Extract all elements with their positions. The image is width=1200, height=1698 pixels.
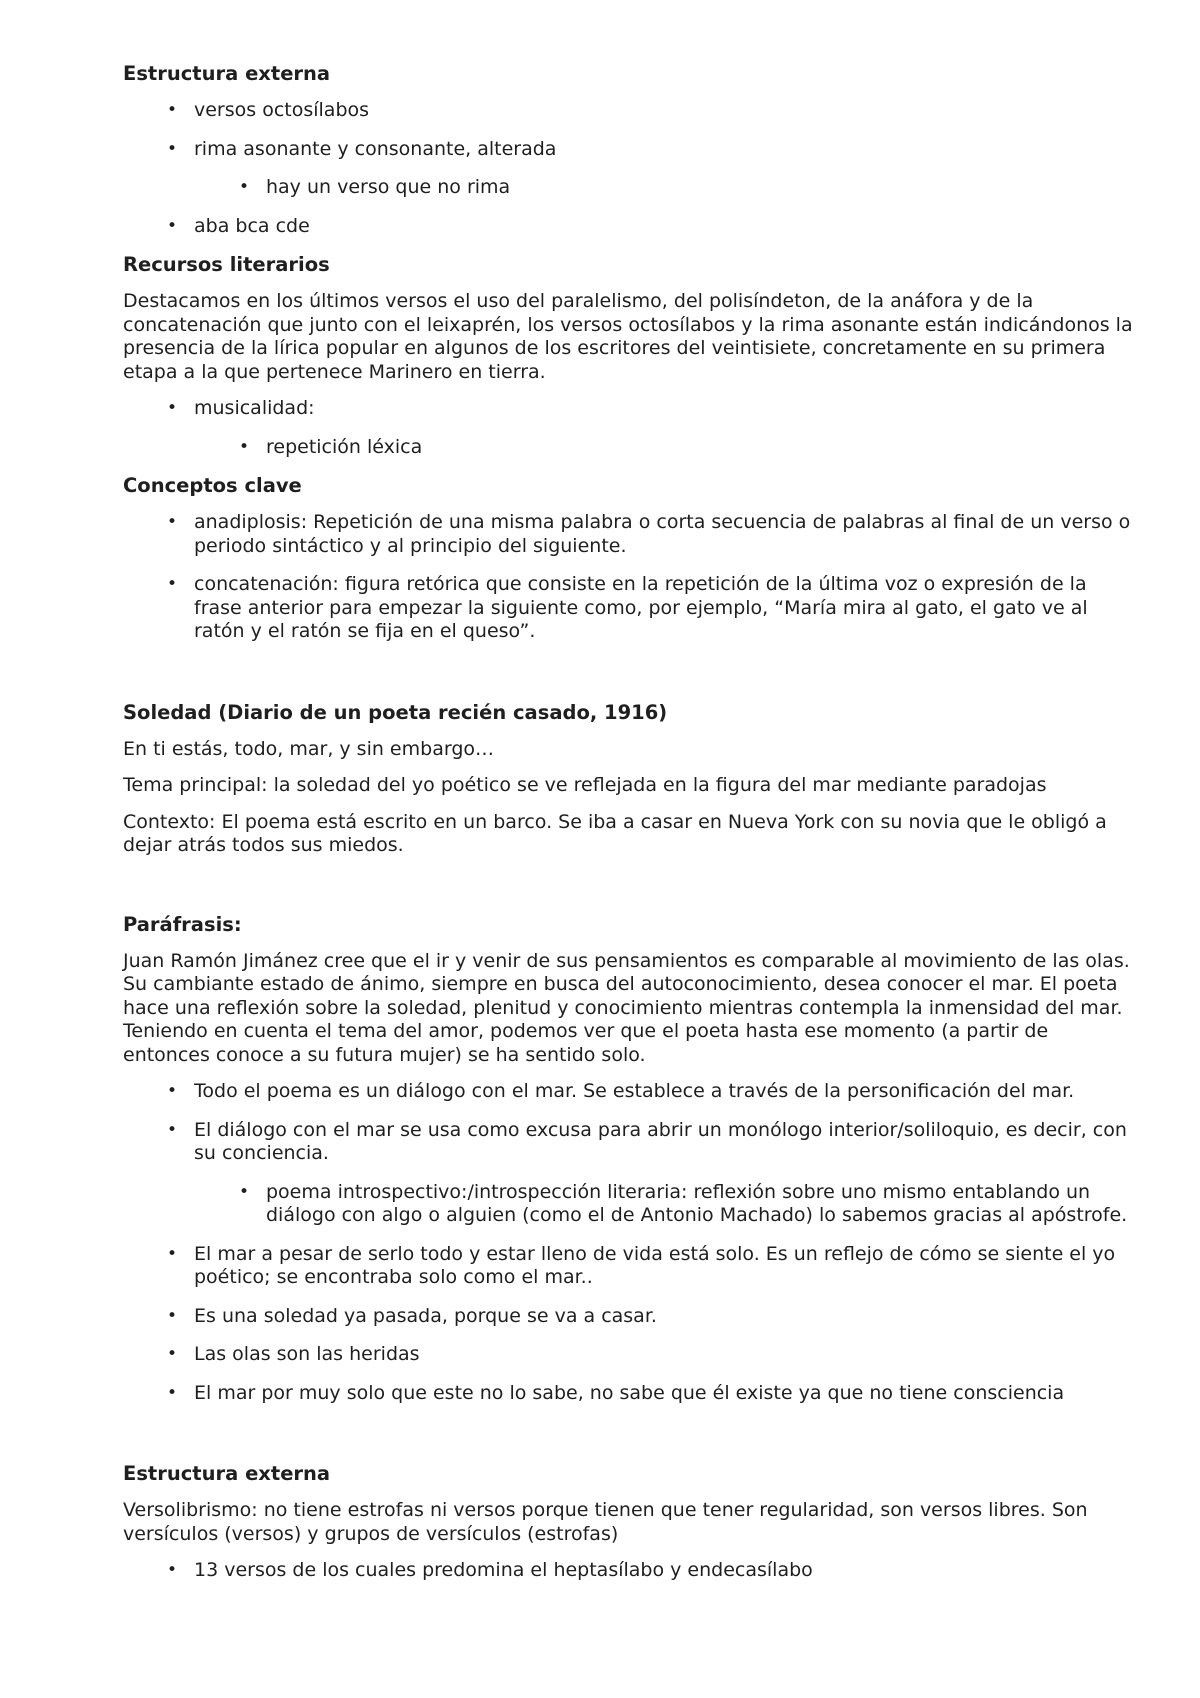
document-page: [123, 62, 1133, 1598]
paragraph-parafrasis: Juan Ramón Jimánez cree que el ir y venir de sus pensamientos es comparable al movimiento de las olas. Su cambiante estado de ánimo, siempre en busca del autoconocimiento, desea conocer el mar. El poeta hace una reflexión sobre la soledad, plenitud y conocimiento mientras contempla la inmensidad del mar. Teniendo en cuenta el tema del amor, podemos ver que el poeta hasta ese momento (a partir de entonces conoce a su futura mujer) se ha sentido solo.: [123, 949, 1130, 1066]
paragraph-first-verse: En ti estás, todo, mar, y sin embargo…: [123, 737, 495, 760]
list-item: • Las olas son las heridas: [123, 1343, 1133, 1367]
heading-estructura-externa-2: Estructura externa: [123, 1462, 331, 1485]
paragraph-contexto: Contexto: El poema está escrito en un barco. Se iba a casar en Nueva York con su novia que le obligó a dejar atrás todos sus miedos.: [123, 810, 1107, 856]
list-item: • El mar por muy solo que este no lo sabe, no sabe que él existe ya que no tiene consciencia: [123, 1382, 1133, 1406]
heading-estructura-externa: Estructura externa: [123, 62, 331, 85]
sub-list-item: • poema introspectivo:/introspección literaria: reflexión sobre uno mismo entablando un diálogo con algo o alguien (como el de Antonio Machado) lo sabemos gracias al apóstrofe.: [123, 1181, 1133, 1228]
list-item: • concatenación: figura retórica que consiste en la repetición de la última voz o expresión de la frase anterior para empezar la siguiente como, por ejemplo, “María mira al gato, el gato ve al ratón y el ratón se fija en el queso”.: [123, 573, 1133, 644]
list-item: • Todo el poema es un diálogo con el mar. Se establece a través de la personificación del mar.: [123, 1080, 1133, 1104]
list-conceptos: [123, 511, 1133, 644]
list-parafrasis: [123, 1080, 1133, 1405]
spacer: [123, 659, 1133, 701]
list-item: • anadiplosis: Repetición de una misma palabra o corta secuencia de palabras al final de un verso o periodo sintáctico y al principio del siguiente.: [123, 511, 1133, 558]
heading-soledad: Soledad (Diario de un poeta recién casado, 1916): [123, 700, 668, 724]
sub-list-item: • repetición léxica: [123, 436, 1133, 460]
list-item: • Es una soledad ya pasada, porque se va a casar.: [123, 1305, 1133, 1329]
heading-conceptos-clave: Conceptos clave: [123, 474, 302, 497]
heading-parafrasis: Paráfrasis:: [123, 912, 242, 936]
list-item: • musicalidad:: [123, 397, 1133, 421]
list-estructura-externa: [123, 99, 1133, 238]
spacer: [123, 1420, 1133, 1462]
list-item: • 13 versos de los cuales predomina el heptasílabo y endecasílabo: [123, 1559, 1133, 1583]
paragraph-recursos: Destacamos en los últimos versos el uso del paralelismo, del polisíndeton, de la anáfora y de la concatenación que junto con el leixaprén, los versos octosílabos y la rima asonante están indicándonos la presencia de la lírica popular en algunos de los escritores del veintisiete, concretamente en su primera etapa a la que pertenece Marinero en tierra.: [123, 290, 1133, 383]
list-recursos: [123, 397, 1133, 459]
sub-list-item: • hay un verso que no rima: [123, 176, 1133, 200]
paragraph-tema-principal: Tema principal: la soledad del yo poético se ve reflejada en la figura del mar mediante paradojas: [123, 774, 1047, 796]
list-estructura-externa-2: [123, 1559, 1133, 1583]
list-item: • El diálogo con el mar se usa como excusa para abrir un monólogo interior/soliloquio, es decir, con su conciencia.: [123, 1119, 1133, 1166]
spacer: [123, 871, 1133, 913]
list-item: • El mar a pesar de serlo todo y estar lleno de vida está solo. Es un reflejo de cómo se siente el yo poético; se encontraba solo como el mar..: [123, 1243, 1133, 1290]
heading-recursos-literarios: Recursos literarios: [123, 253, 330, 276]
paragraph-versolibrismo: Versolibrismo: no tiene estrofas ni versos porque tienen que tener regularidad, son versos libres. Son versículos (versos) y grupos de versículos (estrofas): [123, 1499, 1088, 1545]
list-item: • versos octosílabos: [123, 99, 1133, 123]
list-item: • rima asonante y consonante, alterada: [123, 138, 1133, 162]
list-item: • aba bca cde: [123, 215, 1133, 239]
